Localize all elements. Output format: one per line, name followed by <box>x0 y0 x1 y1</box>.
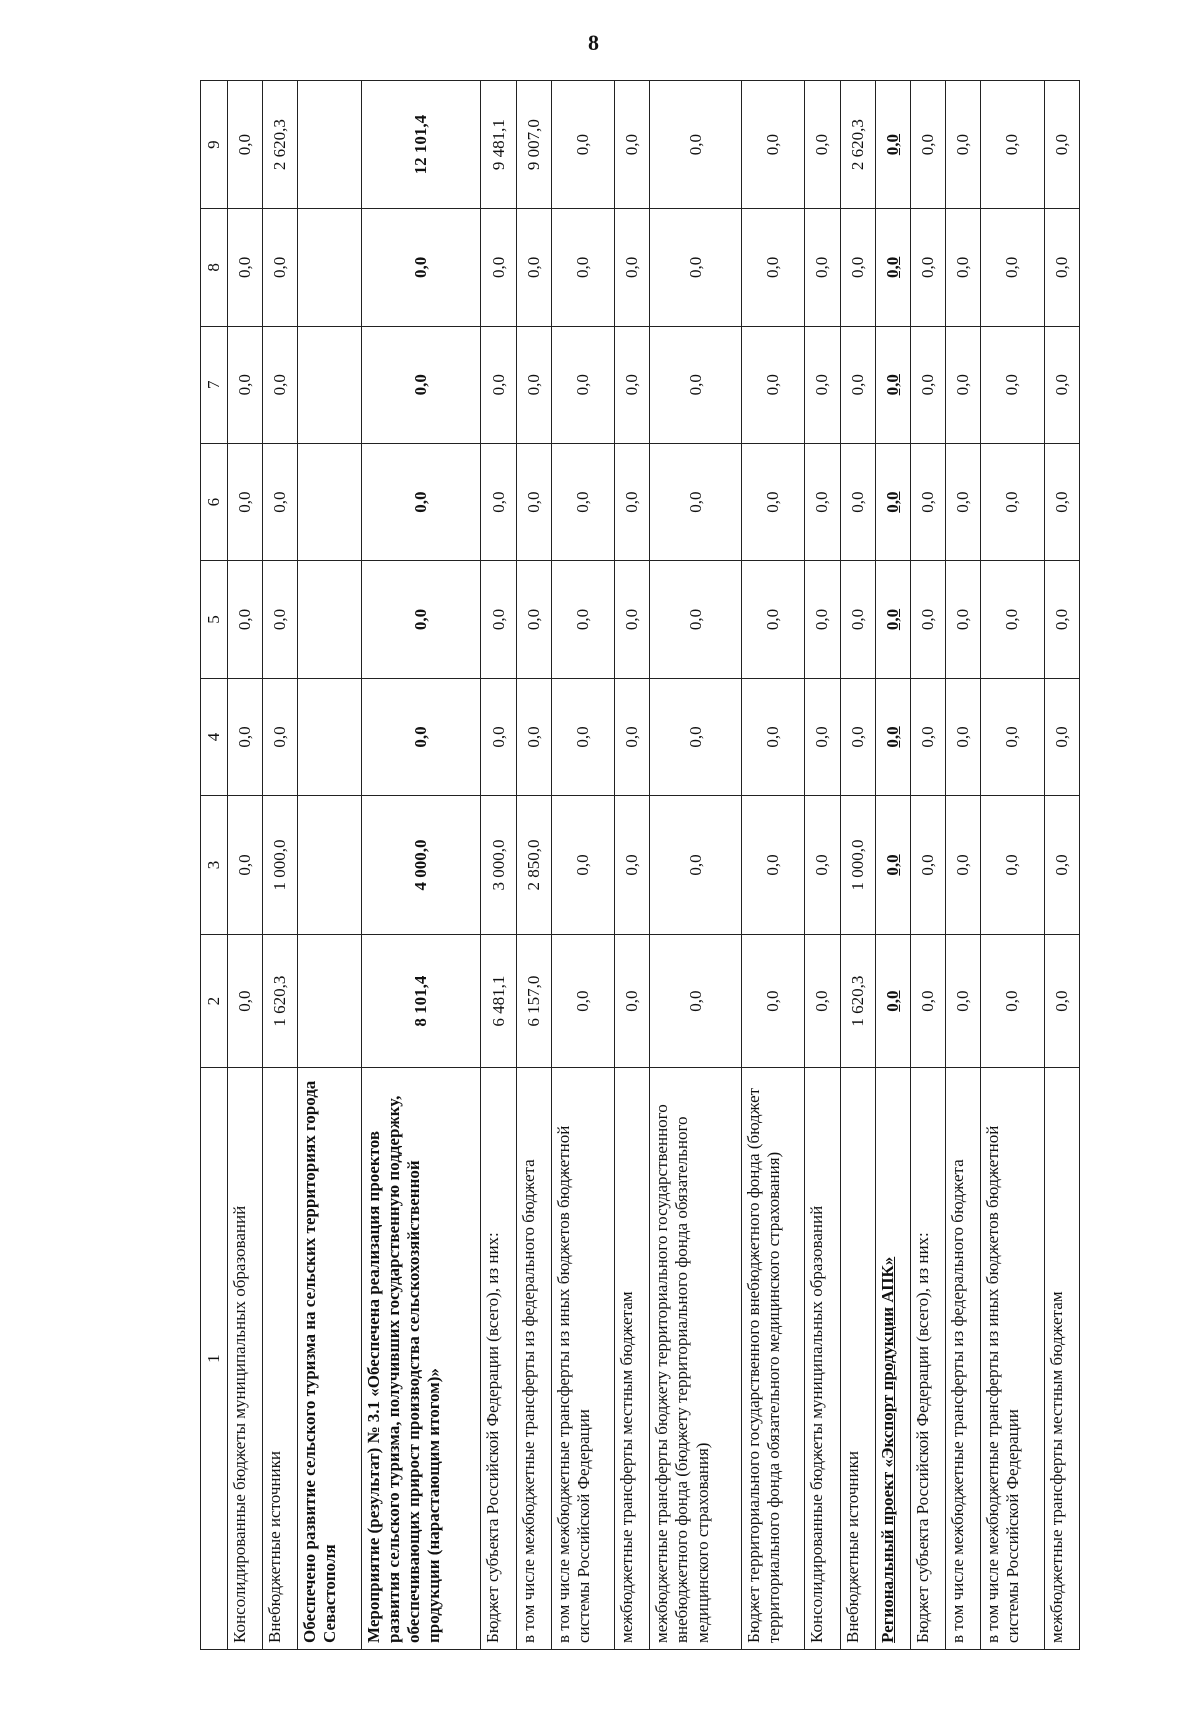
row-label: в том числе межбюджетные трансферты из иных бюджетов бюджетной системы Российской Федерации <box>981 1068 1044 1650</box>
value-cell: 4 000,0 <box>361 796 481 935</box>
value-cell: 0,0 <box>981 81 1044 209</box>
table-row <box>946 81 981 1650</box>
value-cell: 0,0 <box>361 326 481 443</box>
value-cell <box>298 678 361 795</box>
table-row <box>910 81 945 1650</box>
header-col-7: 7 <box>201 326 228 443</box>
value-cell: 0,0 <box>228 796 263 935</box>
value-cell: 0,0 <box>946 209 981 326</box>
value-cell: 0,0 <box>481 443 516 560</box>
value-cell: 0,0 <box>615 443 650 560</box>
table-row <box>650 81 742 1650</box>
header-col-2: 2 <box>201 934 228 1067</box>
value-cell: 0,0 <box>615 561 650 678</box>
value-cell: 0,0 <box>1044 796 1079 935</box>
value-cell: 0,0 <box>551 796 614 935</box>
header-col-3: 3 <box>201 796 228 935</box>
value-cell: 8 101,4 <box>361 934 481 1067</box>
row-label: межбюджетные трансферты местным бюджетам <box>1044 1068 1079 1650</box>
table-row <box>228 81 263 1650</box>
value-cell <box>298 81 361 209</box>
value-cell: 0,0 <box>516 678 551 795</box>
value-cell: 0,0 <box>741 326 804 443</box>
value-cell: 0,0 <box>228 81 263 209</box>
row-label: в том числе межбюджетные трансферты из иных бюджетов бюджетной системы Российской Федерации <box>551 1068 614 1650</box>
value-cell: 0,0 <box>741 443 804 560</box>
value-cell: 0,0 <box>805 209 840 326</box>
value-cell: 0,0 <box>875 326 910 443</box>
value-cell: 0,0 <box>946 81 981 209</box>
value-cell: 0,0 <box>650 81 742 209</box>
row-label: Обеспечено развитие сельского туризма на сельских территориях города Севастополя <box>298 1068 361 1650</box>
value-cell: 1 000,0 <box>263 796 298 935</box>
value-cell: 0,0 <box>946 443 981 560</box>
value-cell: 0,0 <box>840 443 875 560</box>
value-cell: 0,0 <box>228 678 263 795</box>
table-row <box>741 81 804 1650</box>
rotated-table-wrapper <box>200 80 1080 1650</box>
value-cell: 9 007,0 <box>516 81 551 209</box>
value-cell: 0,0 <box>650 678 742 795</box>
value-cell: 0,0 <box>805 561 840 678</box>
value-cell: 0,0 <box>1044 561 1079 678</box>
table-row <box>805 81 840 1650</box>
value-cell: 0,0 <box>551 81 614 209</box>
table-row <box>1044 81 1079 1650</box>
page-number: 8 <box>588 30 599 55</box>
value-cell: 0,0 <box>910 209 945 326</box>
value-cell: 0,0 <box>650 934 742 1067</box>
value-cell <box>298 209 361 326</box>
value-cell: 0,0 <box>875 561 910 678</box>
value-cell: 0,0 <box>741 934 804 1067</box>
value-cell: 0,0 <box>805 443 840 560</box>
value-cell: 0,0 <box>946 678 981 795</box>
row-label: Бюджет территориального государственного внебюджетного фонда (бюджет территориального фонда обязательного медицинского страхования) <box>741 1068 804 1650</box>
value-cell: 0,0 <box>981 326 1044 443</box>
value-cell: 0,0 <box>481 678 516 795</box>
value-cell: 0,0 <box>1044 934 1079 1067</box>
value-cell: 0,0 <box>650 561 742 678</box>
value-cell: 1 620,3 <box>840 934 875 1067</box>
table-row <box>516 81 551 1650</box>
value-cell: 2 850,0 <box>516 796 551 935</box>
value-cell: 12 101,4 <box>361 81 481 209</box>
value-cell: 0,0 <box>228 934 263 1067</box>
header-col-8: 8 <box>201 209 228 326</box>
value-cell: 0,0 <box>910 678 945 795</box>
row-label: Мероприятие (результат) № 3.1 «Обеспечена реализация проектов развития сельского туризма, получивших государственную поддержку, обеспечивающих прирост производства сельскохозяйственной продукции (нарастающим итогом)» <box>361 1068 481 1650</box>
value-cell: 0,0 <box>981 934 1044 1067</box>
row-label: в том числе межбюджетные трансферты из федерального бюджета <box>946 1068 981 1650</box>
row-label: межбюджетные трансферты бюджету территориального государственного внебюджетного фонда (бюджету территориального фонда обязательного медицинского страхования) <box>650 1068 742 1650</box>
value-cell: 0,0 <box>650 326 742 443</box>
value-cell: 0,0 <box>361 209 481 326</box>
value-cell: 0,0 <box>263 443 298 560</box>
row-label: Внебюджетные источники <box>840 1068 875 1650</box>
value-cell: 0,0 <box>946 561 981 678</box>
value-cell: 0,0 <box>910 796 945 935</box>
header-col-1: 1 <box>201 1068 228 1650</box>
value-cell: 1 620,3 <box>263 934 298 1067</box>
value-cell: 0,0 <box>910 81 945 209</box>
value-cell: 0,0 <box>840 326 875 443</box>
value-cell: 0,0 <box>1044 678 1079 795</box>
value-cell <box>298 934 361 1067</box>
row-label: Региональный проект «Экспорт продукции АПК» <box>875 1068 910 1650</box>
value-cell: 0,0 <box>981 678 1044 795</box>
value-cell: 0,0 <box>615 81 650 209</box>
row-label: Бюджет субъекта Российской Федерации (всего), из них: <box>481 1068 516 1650</box>
value-cell: 0,0 <box>741 81 804 209</box>
value-cell: 0,0 <box>263 561 298 678</box>
value-cell <box>298 796 361 935</box>
value-cell: 2 620,3 <box>263 81 298 209</box>
value-cell: 0,0 <box>551 678 614 795</box>
value-cell: 1 000,0 <box>840 796 875 935</box>
header-col-5: 5 <box>201 561 228 678</box>
value-cell: 0,0 <box>910 326 945 443</box>
value-cell: 0,0 <box>481 326 516 443</box>
value-cell: 0,0 <box>875 934 910 1067</box>
value-cell: 2 620,3 <box>840 81 875 209</box>
value-cell: 6 157,0 <box>516 934 551 1067</box>
value-cell: 0,0 <box>805 678 840 795</box>
value-cell: 0,0 <box>263 678 298 795</box>
value-cell: 0,0 <box>481 209 516 326</box>
value-cell: 0,0 <box>741 678 804 795</box>
value-cell: 0,0 <box>228 443 263 560</box>
value-cell: 0,0 <box>910 561 945 678</box>
row-label: Консолидированные бюджеты муниципальных образований <box>228 1068 263 1650</box>
table-row <box>298 81 361 1650</box>
value-cell: 0,0 <box>840 678 875 795</box>
value-cell: 0,0 <box>551 209 614 326</box>
value-cell: 0,0 <box>615 678 650 795</box>
value-cell: 0,0 <box>1044 209 1079 326</box>
value-cell: 0,0 <box>516 326 551 443</box>
value-cell: 0,0 <box>805 326 840 443</box>
table-row <box>615 81 650 1650</box>
budget-table <box>200 80 1080 1650</box>
value-cell: 0,0 <box>228 561 263 678</box>
value-cell: 0,0 <box>551 561 614 678</box>
table-row <box>551 81 614 1650</box>
value-cell: 0,0 <box>551 326 614 443</box>
value-cell: 0,0 <box>263 326 298 443</box>
header-col-9: 9 <box>201 81 228 209</box>
value-cell: 0,0 <box>840 561 875 678</box>
value-cell: 0,0 <box>1044 81 1079 209</box>
header-col-6: 6 <box>201 443 228 560</box>
value-cell: 0,0 <box>981 443 1044 560</box>
row-label: межбюджетные трансферты местным бюджетам <box>615 1068 650 1650</box>
value-cell: 0,0 <box>946 796 981 935</box>
value-cell: 0,0 <box>875 209 910 326</box>
value-cell: 0,0 <box>741 209 804 326</box>
value-cell: 0,0 <box>946 934 981 1067</box>
table-row <box>481 81 516 1650</box>
table-row <box>840 81 875 1650</box>
value-cell: 0,0 <box>981 796 1044 935</box>
value-cell: 0,0 <box>805 796 840 935</box>
value-cell: 0,0 <box>1044 443 1079 560</box>
value-cell: 0,0 <box>875 81 910 209</box>
value-cell: 0,0 <box>875 443 910 560</box>
value-cell: 0,0 <box>741 561 804 678</box>
value-cell: 0,0 <box>551 443 614 560</box>
table-row <box>981 81 1044 1650</box>
row-label: в том числе межбюджетные трансферты из федерального бюджета <box>516 1068 551 1650</box>
value-cell <box>298 443 361 560</box>
value-cell: 0,0 <box>840 209 875 326</box>
value-cell: 0,0 <box>361 443 481 560</box>
value-cell: 0,0 <box>650 209 742 326</box>
table-row <box>361 81 481 1650</box>
header-col-4: 4 <box>201 678 228 795</box>
rotated-table-inner <box>200 80 1080 1650</box>
value-cell: 0,0 <box>516 443 551 560</box>
value-cell: 0,0 <box>741 796 804 935</box>
value-cell <box>298 561 361 678</box>
value-cell <box>298 326 361 443</box>
value-cell: 0,0 <box>875 678 910 795</box>
row-label: Бюджет субъекта Российской Федерации (всего), из них: <box>910 1068 945 1650</box>
value-cell: 0,0 <box>650 443 742 560</box>
value-cell: 0,0 <box>650 796 742 935</box>
value-cell: 0,0 <box>361 561 481 678</box>
value-cell: 0,0 <box>615 326 650 443</box>
value-cell: 0,0 <box>981 209 1044 326</box>
value-cell: 0,0 <box>615 796 650 935</box>
value-cell: 0,0 <box>228 209 263 326</box>
row-label: Внебюджетные источники <box>263 1068 298 1650</box>
value-cell: 0,0 <box>516 209 551 326</box>
row-label: Консолидированные бюджеты муниципальных образований <box>805 1068 840 1650</box>
value-cell: 0,0 <box>1044 326 1079 443</box>
value-cell: 0,0 <box>615 934 650 1067</box>
value-cell: 0,0 <box>910 443 945 560</box>
value-cell: 0,0 <box>910 934 945 1067</box>
value-cell: 3 000,0 <box>481 796 516 935</box>
value-cell: 0,0 <box>946 326 981 443</box>
value-cell: 0,0 <box>361 678 481 795</box>
value-cell: 0,0 <box>516 561 551 678</box>
header-row <box>201 81 228 1650</box>
value-cell: 0,0 <box>805 934 840 1067</box>
value-cell: 0,0 <box>228 326 263 443</box>
value-cell: 0,0 <box>615 209 650 326</box>
table-row <box>875 81 910 1650</box>
table-row <box>263 81 298 1650</box>
value-cell: 0,0 <box>981 561 1044 678</box>
table-body <box>228 81 1080 1650</box>
value-cell: 0,0 <box>263 209 298 326</box>
value-cell: 6 481,1 <box>481 934 516 1067</box>
value-cell: 0,0 <box>805 81 840 209</box>
value-cell: 9 481,1 <box>481 81 516 209</box>
value-cell: 0,0 <box>551 934 614 1067</box>
value-cell: 0,0 <box>875 796 910 935</box>
value-cell: 0,0 <box>481 561 516 678</box>
